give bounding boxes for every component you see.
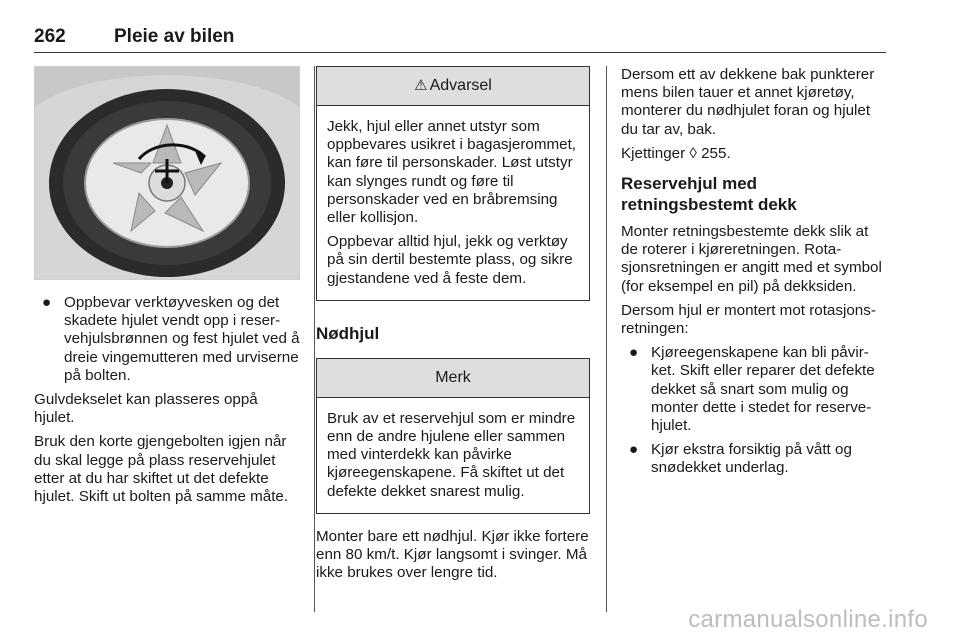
warning-text: Oppbevar alltid hjul, jekk og verktøy på sin dertil bestemte plass, og sikre gjestandene ved å feste dem. (327, 233, 573, 287)
spare-wheel-illustration (34, 66, 300, 280)
list-item (621, 441, 887, 477)
paragraph: Gulvdekselet kan plasseres oppå hjulet. (34, 391, 258, 427)
page-number: 262 (34, 26, 66, 47)
column-divider (606, 66, 607, 612)
paragraph: Dersom ett av dekkene bak punkterer mens bilen tauer et annet kjøretøy, monterer du nødhjulet foran og hjulet du tar av, bak. (621, 66, 875, 138)
note-box (316, 358, 590, 514)
list-item (34, 294, 300, 385)
paragraph: Bruk den korte gjengebolten igjen når du skal legge på plass reservehjulet etter at du har skiftet ut det defekte hjulet. Skift ut bolten på samme måte. (34, 433, 289, 506)
bullet-icon: ● (629, 344, 639, 362)
bullet-text: Kjør ekstra forsiktig på vått og snødekket underlag. (651, 441, 852, 477)
warning-header (317, 67, 589, 106)
list-item (621, 344, 887, 435)
column-2 (316, 66, 590, 588)
section-heading: Reservehjul med retningsbestemt dekk (621, 174, 797, 215)
bullet-icon: ● (42, 294, 52, 311)
page-title: Pleie av bilen (114, 26, 235, 47)
bullet-icon: ● (629, 441, 639, 459)
column-divider (314, 66, 315, 612)
paragraph: Dersom hjul er montert mot rotasjonsretningen: (621, 301, 876, 338)
warning-icon: ⚠ (414, 77, 428, 94)
page-header (34, 26, 886, 53)
paragraph: Monter bare ett nødhjul. Kjør ikke fortere enn 80 km/t. Kjør langsomt i svinger. Må ikke brukes over lengre tid. (316, 527, 589, 582)
warning-text: Jekk, hjul eller annet utstyr som oppbevares usikret i bagasjerommet, kan føre til personskader. Løst utstyr kan slynges rundt og føre til personskader ved en bråbremsing eller kollisjon. (327, 118, 577, 227)
column-3 (621, 66, 887, 484)
note-header: Merk (317, 359, 589, 398)
note-text: Bruk av et reservehjul som er mindre enn de andre hjulene eller sammen med vinterdekk kan påvirke kjøreegenskapene. Få skiftet ut det defekte dekket snarest mulig. (327, 409, 576, 500)
paragraph: Monter retningsbestemte dekk slik at de roterer i kjøreretningen. Rotasjonsretningen er angitt med et symbol (for eksempel en pil) på dekksiden. (621, 223, 882, 295)
warning-box (316, 66, 590, 301)
bullet-text: Oppbevar verktøyvesken og det skadete hjulet vendt opp i reservehjulsbrønnen og fest hjulet ved å dreie vingemutteren med urviserne på bolten. (64, 294, 300, 384)
paragraph: Kjettinger ◊ 255. (621, 144, 731, 162)
column-1 (34, 66, 300, 512)
watermark: carmanualsonline.info (688, 606, 928, 633)
bullet-text: Kjøreegenskapene kan bli påvirket. Skift eller reparer det defekte dekket så snart som mulig og monter dette i stedet for reservehjulet. (651, 344, 875, 435)
warning-title: Advarsel (429, 77, 492, 94)
section-heading: Nødhjul (316, 323, 380, 343)
